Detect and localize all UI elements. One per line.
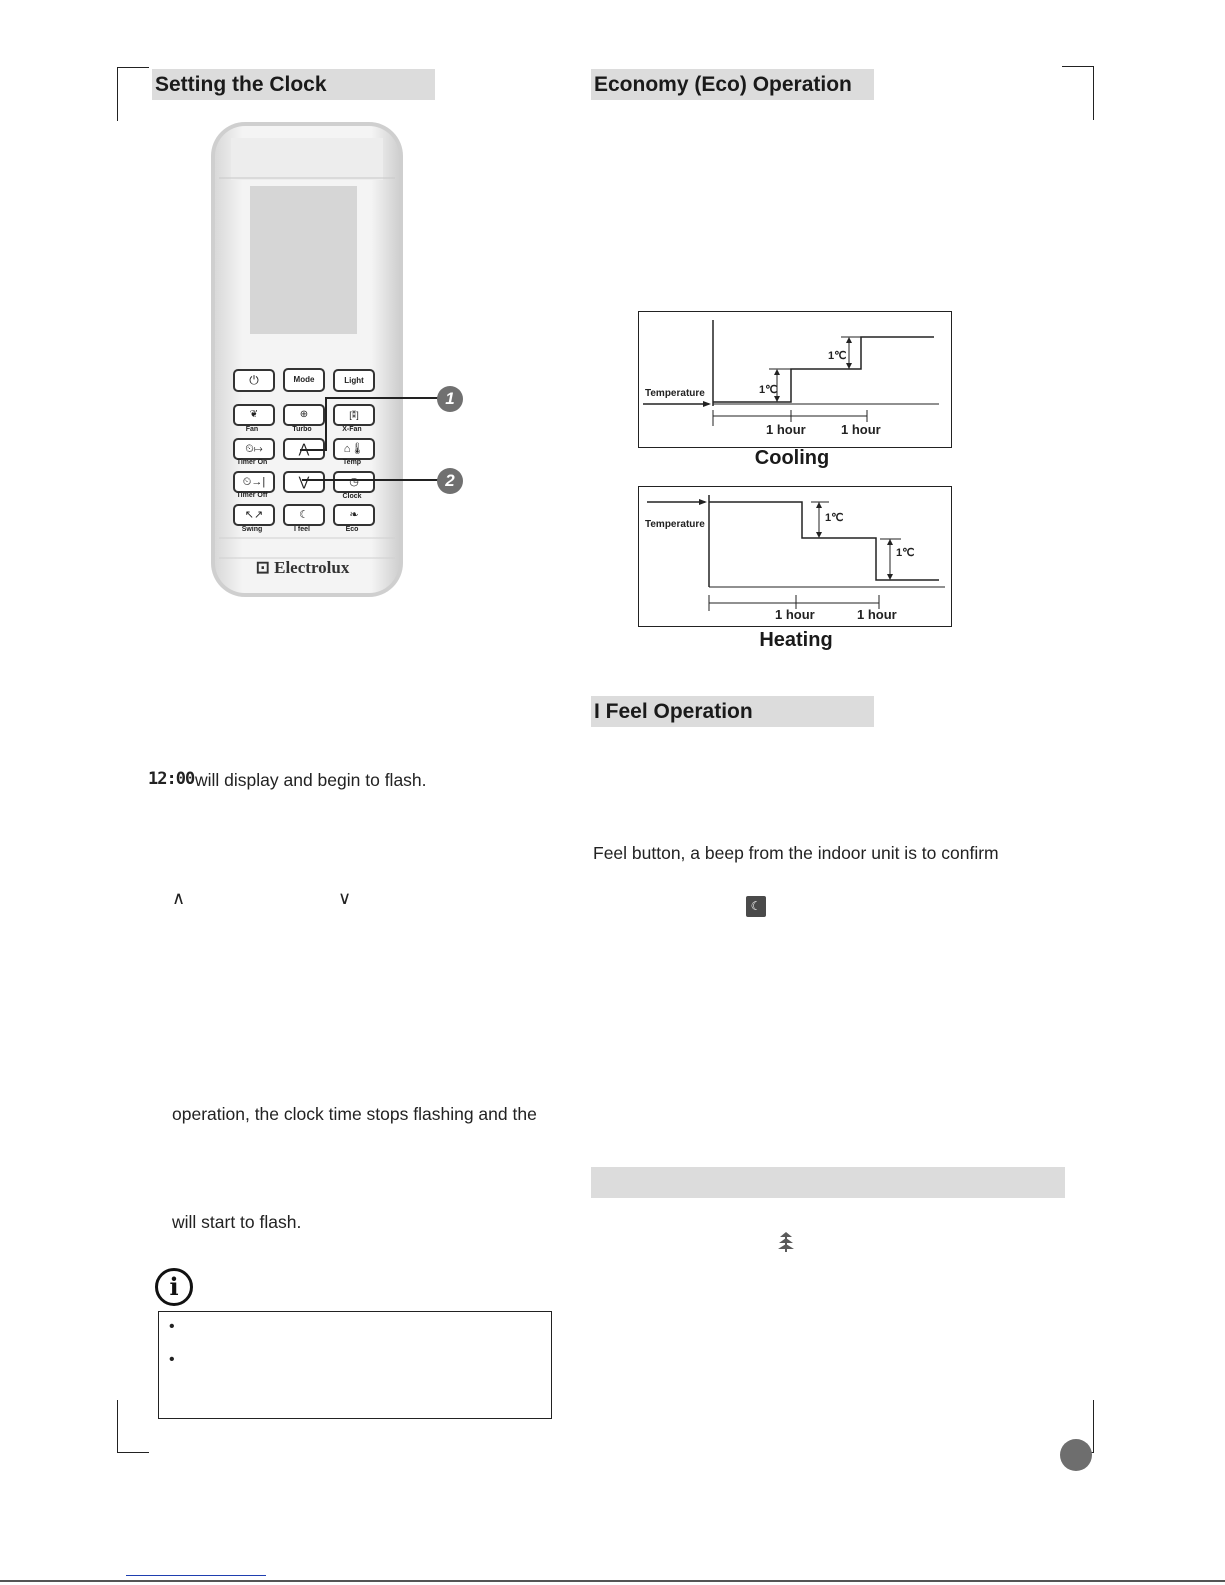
heating-chart [638, 486, 952, 627]
turbo-label: Turbo [292, 426, 312, 433]
cooling-x-interval-2: 1 hour [841, 422, 881, 437]
heading-setting-clock: Setting the Clock [152, 69, 435, 100]
swing-label: Swing [241, 526, 263, 533]
crop-mark-top-left-h [117, 67, 149, 68]
text-display-flash: will display and begin to flash. [195, 770, 427, 790]
text-start-flash: will start to flash. [172, 1212, 302, 1232]
timer-on-button[interactable]: ⏲↦ [233, 438, 275, 460]
crop-mark-top-right-h [1062, 66, 1094, 67]
cooling-step-label-1: 1℃ [759, 384, 778, 396]
heating-x-interval-2: 1 hour [857, 607, 897, 622]
text-operation-clock: operation, the clock time stops flashing and the [172, 1104, 537, 1124]
cooling-y-label: Temperature [645, 388, 705, 399]
xfan-label: X-Fan [342, 426, 362, 433]
timer-off-label: Timer Off [236, 492, 268, 499]
up-button[interactable]: ⋀ [283, 438, 325, 460]
heating-step-label-2: 1℃ [896, 547, 915, 559]
brand-name: Electrolux [274, 558, 350, 577]
heading-ifeel-operation: I Feel Operation [591, 696, 874, 727]
cooling-chart [638, 311, 952, 448]
turbo-button[interactable]: ⊕ [283, 404, 325, 426]
cooling-x-interval-1: 1 hour [766, 422, 806, 437]
clock-label: Clock [342, 493, 362, 500]
up-arrow-glyph: ∧ [172, 888, 186, 908]
note-bullet-2: • [169, 1351, 175, 1368]
fan-speed-icon [776, 1231, 796, 1253]
heading-eco-operation: Economy (Eco) Operation [591, 69, 874, 100]
crop-mark-top-right-v [1093, 66, 1094, 120]
crop-mark-top-left-v [117, 67, 118, 121]
heating-step-label-1: 1℃ [825, 512, 844, 524]
fan-button[interactable]: ❦ [233, 404, 275, 426]
page-number-badge [1060, 1439, 1092, 1471]
heating-x-interval-1: 1 hour [775, 607, 815, 622]
clock-display-glyph: 12:00 [148, 769, 195, 789]
brand-logo [230, 558, 375, 578]
footer-link-underline[interactable] [126, 1575, 266, 1576]
power-button[interactable] [233, 369, 275, 392]
eco-button[interactable]: ❧ [333, 504, 375, 526]
crop-mark-bottom-left-v [117, 1400, 118, 1452]
text-feel-button: Feel button, a beep from the indoor unit is to confirm [593, 843, 999, 863]
light-button[interactable]: Light [333, 369, 375, 392]
ifeel-icon: ☾ [746, 896, 766, 917]
ifeel-button[interactable]: ☾ [283, 504, 325, 526]
callout-1: 1 [437, 386, 463, 412]
heating-caption: Heating [759, 629, 833, 651]
crop-mark-bottom-left-h [117, 1452, 149, 1453]
xfan-button[interactable]: [⁑] [333, 404, 375, 426]
timer-on-label: Timer On [236, 459, 268, 466]
ifeel-label: I feel [294, 526, 310, 533]
cooling-step-label-2: 1℃ [828, 350, 847, 362]
heading-blank-section [591, 1167, 1065, 1198]
clock-button[interactable]: ◷ [333, 471, 375, 493]
timer-off-button[interactable]: ⏲→| [233, 471, 275, 493]
swing-button[interactable]: ↖↗ [233, 504, 275, 526]
eco-label: Eco [345, 526, 359, 533]
bottom-rule [0, 1580, 1225, 1582]
temp-button[interactable]: ⌂🌡 [333, 438, 375, 460]
callout-lines [290, 390, 450, 490]
callout-2: 2 [437, 468, 463, 494]
note-bullet-1: • [169, 1318, 175, 1335]
mode-button[interactable]: Mode [283, 368, 325, 392]
fan-label: Fan [245, 426, 259, 433]
power-icon: ⏻ [249, 373, 259, 387]
down-button[interactable]: ⋁ [283, 471, 325, 493]
cooling-caption: Cooling [754, 447, 830, 469]
crop-mark-bottom-right-v [1093, 1400, 1094, 1452]
electrolux-logo-icon: ⊡ [255, 558, 275, 577]
heating-y-label: Temperature [645, 519, 705, 530]
temp-label: Temp [342, 459, 362, 466]
down-arrow-glyph: ∨ [338, 888, 352, 908]
note-box [158, 1311, 552, 1419]
info-icon: i [155, 1268, 193, 1306]
